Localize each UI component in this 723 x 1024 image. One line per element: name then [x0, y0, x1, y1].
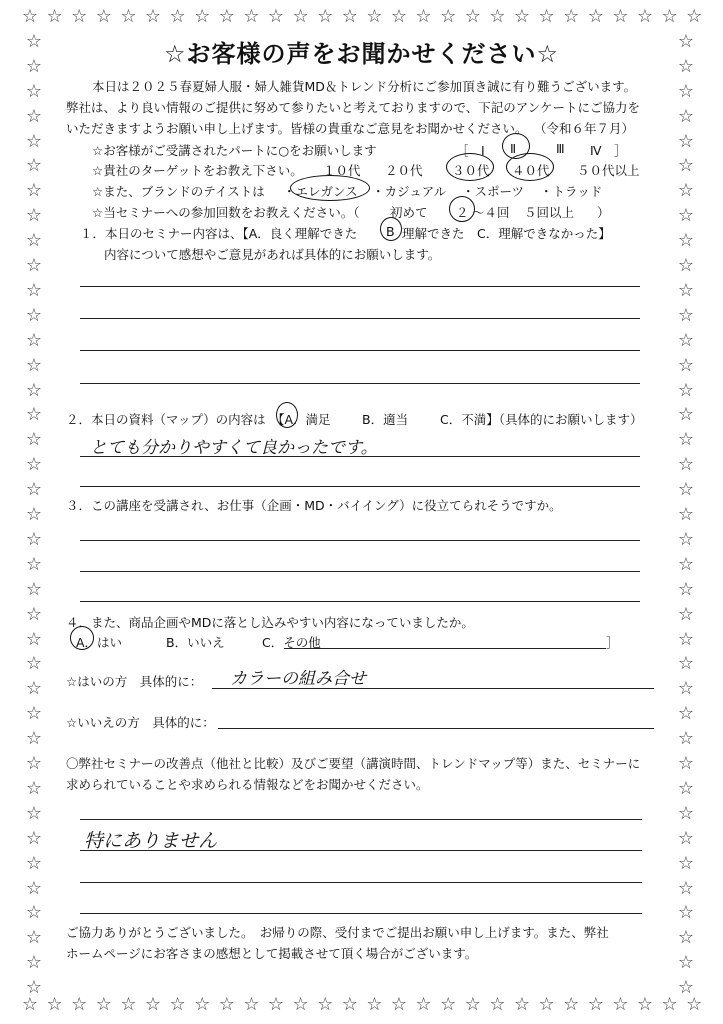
q-part-label: ☆お客様がご受講されたパートに○をお願いします	[92, 143, 377, 158]
star-icon: ☆	[677, 429, 695, 451]
star-icon: ☆	[25, 578, 43, 600]
star-icon: ☆	[677, 105, 695, 127]
q-count-close: ）	[597, 205, 610, 220]
star-icon: ☆	[25, 479, 43, 501]
intro-line-2: 弊社は、より良い情報のご提供に努めて参りたいと考えておりますので、下記のアンケートにご協力を	[66, 100, 641, 115]
star-icon: ☆	[25, 404, 43, 426]
star-icon: ☆	[677, 30, 695, 52]
q-target-option-1[interactable]: １０代	[323, 163, 361, 178]
star-icon: ☆	[677, 279, 695, 301]
star-icon: ☆	[341, 6, 358, 27]
star-icon: ☆	[677, 678, 695, 700]
q4-option-b[interactable]: B．いいえ	[166, 635, 225, 650]
selection-circle	[506, 153, 554, 181]
star-icon: ☆	[677, 777, 695, 799]
q4-text: ４．また、商品企画やMDに落とし込みやすい内容になっていましたか。	[66, 615, 474, 630]
star-icon: ☆	[677, 852, 695, 874]
star-icon: ☆	[243, 6, 260, 27]
answer-line	[80, 286, 640, 287]
q1-text: １．本日のセミナー内容は、【A．良く理解できた	[80, 226, 358, 241]
star-icon: ☆	[677, 329, 695, 351]
star-icon: ☆	[677, 877, 695, 899]
q2-text: ２．本日の資料（マップ）の内容は	[66, 412, 266, 427]
star-icon: ☆	[25, 255, 43, 276]
star-icon: ☆	[366, 6, 383, 27]
star-icon: ☆	[489, 6, 506, 27]
selection-circle	[70, 626, 94, 650]
intro-line-1: 本日は２０２５春夏婦人服・婦人雑貨MD＆トレンド分析にご参加頂き誠に有り難うございます。	[92, 79, 637, 94]
star-icon: ☆	[218, 994, 235, 1015]
star-icon: ☆	[677, 255, 695, 276]
star-icon: ☆	[25, 827, 43, 849]
star-icon: ☆	[95, 6, 112, 27]
star-icon: ☆	[25, 977, 43, 999]
q4-yes-handwritten-answer: カラーの組み合せ	[230, 669, 366, 689]
star-icon: ☆	[677, 827, 695, 849]
star-icon: ☆	[440, 6, 457, 27]
q5-line-2: 求められていることや求められる情報などをお聞かせください。	[66, 777, 429, 792]
q1-text-2: 理解できた C．理解できなかった】	[402, 226, 611, 241]
q4-option-c[interactable]: C．その他	[262, 635, 321, 650]
star-icon: ☆	[661, 994, 678, 1015]
star-icon: ☆	[464, 994, 481, 1015]
star-icon: ☆	[677, 404, 695, 426]
star-icon: ☆	[25, 952, 43, 974]
answer-line	[218, 728, 654, 729]
q4-yes-label: ☆はいの方 具体的に：	[66, 674, 203, 689]
q-count-option-1[interactable]: 初めて	[390, 205, 428, 220]
star-icon: ☆	[587, 6, 604, 27]
star-icon: ☆	[677, 504, 695, 525]
star-icon: ☆	[25, 80, 43, 102]
star-icon: ☆	[25, 304, 43, 326]
star-icon: ☆	[46, 994, 63, 1015]
star-icon: ☆	[25, 429, 43, 451]
star-icon: ☆	[341, 994, 358, 1015]
star-icon: ☆	[317, 994, 334, 1015]
answer-line	[284, 648, 606, 649]
answer-line	[80, 456, 640, 457]
star-icon: ☆	[120, 994, 137, 1015]
q-taste-label: ☆また、ブランドのテイストは	[92, 184, 265, 199]
q-target-option-4[interactable]: ４０代	[512, 163, 550, 178]
q5-line-1: 〇弊社セミナーの改善点（他社と比較）及びご要望（講演時間、トレンドマップ等）また、セミナーに	[66, 756, 641, 771]
star-icon: ☆	[677, 55, 695, 77]
star-icon: ☆	[677, 205, 695, 227]
star-icon: ☆	[677, 802, 695, 824]
q-part-option-3[interactable]: Ⅲ	[556, 141, 565, 156]
star-icon: ☆	[415, 6, 432, 27]
star-icon: ☆	[194, 6, 211, 27]
star-icon: ☆	[25, 802, 43, 824]
q2-handwritten-answer: とても分かりやすくて良かったです。	[90, 438, 378, 458]
q-count-option-2[interactable]: ２	[456, 205, 469, 220]
star-icon: ☆	[677, 902, 695, 924]
star-icon: ☆	[563, 6, 580, 27]
star-icon: ☆	[677, 180, 695, 202]
star-icon: ☆	[25, 653, 43, 675]
star-icon: ☆	[25, 603, 43, 625]
star-icon: ☆	[677, 753, 695, 774]
star-icon: ☆	[25, 852, 43, 874]
q2-option-a[interactable]: 【A．満足	[272, 412, 331, 427]
q-taste-option-1[interactable]: ・エレガンス	[283, 184, 358, 199]
q1-sub: 内容について感想やご意見があれば具体的にお願いします。	[104, 247, 441, 262]
q-target-option-2[interactable]: ２０代	[385, 163, 423, 178]
page-title: ☆お客様の声をお聞かせください☆	[163, 40, 560, 68]
star-icon: ☆	[612, 6, 629, 27]
star-icon: ☆	[25, 354, 43, 376]
star-icon: ☆	[686, 994, 703, 1015]
q3-text: ３．この講座を受講され、お仕事（企画・MD・バイイング）に役立てられそうですか。	[66, 498, 562, 513]
star-icon: ☆	[677, 130, 695, 152]
q4-no-label: ☆いいえの方 具体的に：	[66, 715, 215, 730]
star-icon: ☆	[120, 6, 137, 27]
star-icon: ☆	[636, 994, 654, 1015]
answer-line	[80, 318, 640, 319]
star-icon: ☆	[390, 994, 408, 1015]
star-icon: ☆	[25, 180, 43, 202]
answer-line	[80, 819, 642, 820]
star-icon: ☆	[292, 994, 309, 1015]
q-count-option-4[interactable]: ５回以上	[524, 205, 575, 220]
answer-line	[80, 571, 640, 572]
answer-line	[212, 688, 654, 689]
star-icon: ☆	[317, 6, 334, 27]
star-icon: ☆	[390, 6, 408, 27]
answer-line	[80, 601, 640, 602]
star-icon: ☆	[25, 130, 43, 152]
star-icon: ☆	[612, 994, 629, 1015]
star-icon: ☆	[25, 379, 43, 401]
star-icon: ☆	[563, 994, 580, 1015]
star-icon: ☆	[25, 902, 43, 924]
star-icon: ☆	[677, 379, 695, 401]
star-icon: ☆	[25, 105, 43, 127]
answer-line	[80, 350, 640, 351]
star-icon: ☆	[686, 6, 703, 27]
star-icon: ☆	[25, 205, 43, 227]
star-icon: ☆	[677, 304, 695, 326]
star-icon: ☆	[25, 155, 43, 177]
star-icon: ☆	[677, 80, 695, 102]
star-icon: ☆	[677, 653, 695, 675]
star-icon: ☆	[194, 994, 211, 1015]
q-part-option-1[interactable]: ［ Ⅰ	[456, 143, 485, 158]
star-icon: ☆	[25, 927, 43, 949]
q2-option-c[interactable]: C．不満】（具体的にお願いします）	[440, 412, 643, 427]
answer-line	[80, 540, 640, 541]
star-icon: ☆	[513, 994, 531, 1015]
star-icon: ☆	[677, 354, 695, 376]
star-icon: ☆	[25, 230, 43, 252]
q-part-option-2[interactable]: Ⅱ	[510, 141, 517, 156]
star-icon: ☆	[21, 6, 39, 27]
answer-line	[80, 882, 642, 883]
selection-circle	[446, 153, 494, 181]
star-icon: ☆	[25, 703, 43, 725]
star-icon: ☆	[144, 994, 162, 1015]
star-icon: ☆	[25, 55, 43, 77]
q4-option-a[interactable]: A．はい	[76, 635, 123, 650]
answer-line	[80, 913, 642, 914]
star-icon: ☆	[513, 6, 531, 27]
star-icon: ☆	[46, 6, 63, 27]
star-icon: ☆	[25, 553, 43, 575]
star-icon: ☆	[677, 703, 695, 725]
star-icon: ☆	[677, 578, 695, 600]
answer-line	[80, 486, 640, 487]
star-icon: ☆	[292, 6, 309, 27]
q-count-label: ☆当セミナーへの参加回数をお教えください。（	[92, 205, 360, 220]
star-icon: ☆	[25, 628, 43, 650]
star-icon: ☆	[440, 994, 457, 1015]
star-icon: ☆	[71, 6, 88, 27]
star-icon: ☆	[538, 6, 555, 27]
intro-date: （令和６年７月）	[534, 121, 635, 136]
star-icon: ☆	[587, 994, 604, 1015]
star-icon: ☆	[169, 994, 186, 1015]
star-icon: ☆	[25, 329, 43, 351]
answer-line	[80, 850, 642, 851]
star-icon: ☆	[415, 994, 432, 1015]
star-icon: ☆	[489, 994, 506, 1015]
footer-line-1: ご協力ありがとうございました。 お帰りの際、受付までご提出お願い申し上げます。また、弊社	[66, 925, 609, 940]
answer-line	[80, 383, 640, 384]
selection-circle	[290, 175, 370, 201]
star-icon: ☆	[25, 528, 43, 550]
star-icon: ☆	[267, 994, 285, 1015]
star-icon: ☆	[21, 994, 39, 1015]
star-icon: ☆	[677, 728, 695, 750]
star-icon: ☆	[677, 230, 695, 252]
star-icon: ☆	[538, 994, 555, 1015]
footer-line-2: ホームページにお客さまの感想として掲載させて頂く場合がございます。	[66, 946, 478, 961]
star-icon: ☆	[144, 6, 162, 27]
star-icon: ☆	[464, 6, 481, 27]
star-icon: ☆	[677, 603, 695, 625]
star-icon: ☆	[71, 994, 88, 1015]
star-icon: ☆	[677, 628, 695, 650]
q1-option-b[interactable]: B	[386, 224, 395, 239]
star-icon: ☆	[25, 279, 43, 301]
star-icon: ☆	[25, 728, 43, 750]
star-icon: ☆	[267, 6, 285, 27]
q-taste-option-2[interactable]: ・カジュアル	[372, 184, 447, 199]
q-count-option-3[interactable]: ～４回	[472, 205, 510, 220]
star-icon: ☆	[218, 6, 235, 27]
star-icon: ☆	[95, 994, 112, 1015]
selection-circle	[276, 402, 298, 428]
star-icon: ☆	[677, 528, 695, 550]
star-icon: ☆	[25, 877, 43, 899]
star-icon: ☆	[677, 454, 695, 476]
star-icon: ☆	[677, 927, 695, 949]
q-target-option-3[interactable]: ３０代	[452, 163, 490, 178]
intro-line-3: いただきますようお願い申し上げます。皆様の貴重なご意見をお聞かせください。	[66, 121, 528, 136]
star-icon: ☆	[25, 678, 43, 700]
star-icon: ☆	[169, 6, 186, 27]
star-icon: ☆	[636, 6, 654, 27]
q5-handwritten-answer: 特にありません	[84, 830, 218, 852]
star-icon: ☆	[366, 994, 383, 1015]
star-icon: ☆	[677, 977, 695, 999]
q-target-label: ☆貴社のターゲットをお教え下さい。	[92, 163, 303, 178]
star-icon: ☆	[677, 553, 695, 575]
star-icon: ☆	[25, 30, 43, 52]
q-part-option-4[interactable]: Ⅳ ］	[590, 143, 627, 158]
q2-option-b[interactable]: B．適当	[362, 412, 409, 427]
star-icon: ☆	[25, 753, 43, 774]
selection-circle	[380, 217, 402, 241]
star-icon: ☆	[677, 155, 695, 177]
star-icon: ☆	[25, 454, 43, 476]
star-icon: ☆	[677, 479, 695, 501]
q-taste-option-3[interactable]: ・スポーツ	[462, 184, 525, 199]
star-icon: ☆	[25, 777, 43, 799]
q-target-option-5[interactable]: ５０代以上	[577, 163, 640, 178]
star-icon: ☆	[661, 6, 678, 27]
q4-bracket: ］	[606, 635, 619, 650]
star-icon: ☆	[243, 994, 260, 1015]
star-icon: ☆	[25, 504, 43, 525]
star-icon: ☆	[677, 952, 695, 974]
q-taste-option-4[interactable]: ・トラッド	[540, 184, 603, 199]
